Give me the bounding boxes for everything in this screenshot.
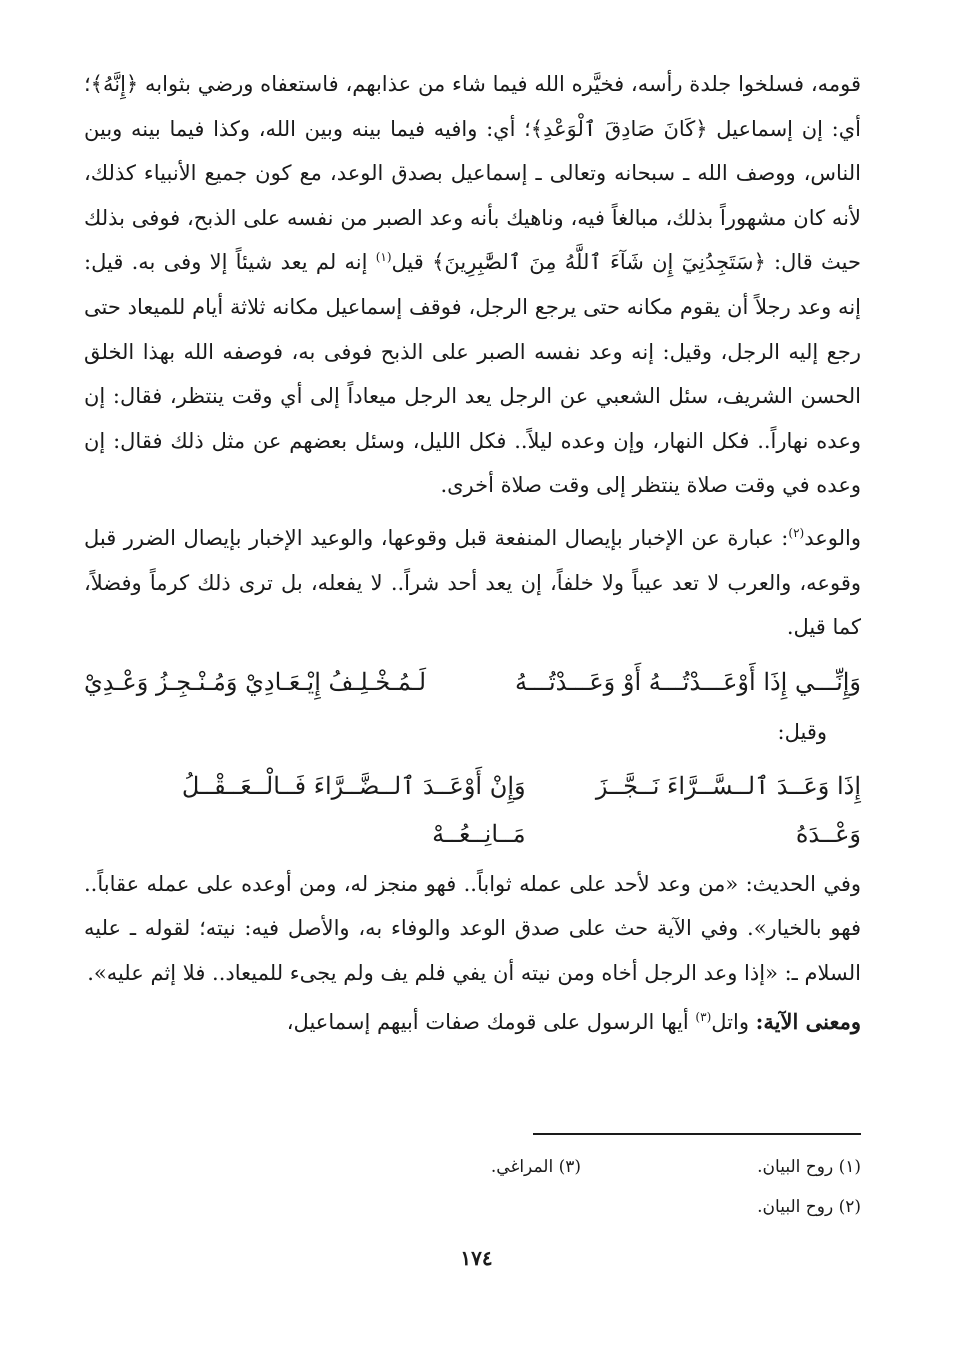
page-number: ١٧٤ — [460, 1246, 493, 1270]
footnote-2: (٢) روح البيان. — [757, 1197, 861, 1217]
verse-intro: وقيل: — [777, 719, 827, 744]
paragraph-text: وفي الحديث: «من وعد لأحد على عمله ثواباً.. فهو منجز له، ومن أوعده على عمله عقاباً.. فهو بالخيار». وفي الآية حث على صدق الوعد والوفاء به، والأصل فيه: نيته؛ لقوله ـ عليه السلام ـ: «إذا وعد الرجل أخاه ومن نيته أن يفي فلم يف ولم يجىء للميعاد.. فلا إثم عليه». — [84, 871, 861, 985]
footnote-marker[interactable]: (١) — [375, 250, 392, 265]
section-label: ومعنى الآية: — [755, 1008, 861, 1034]
footnote-marker[interactable]: (٢) — [788, 525, 805, 540]
footnote-row — [301, 1147, 861, 1187]
poetry-verse — [84, 658, 861, 706]
body-paragraph — [84, 516, 861, 650]
verse-first-hemistich: إِذَا وَعَــدَ ٱلــسَّــرَّاءَ نَــجَّــزَ وَعْــدَهُ — [595, 771, 861, 848]
paragraph-text: واتل — [711, 1009, 756, 1034]
footnote-row — [301, 1187, 861, 1227]
paragraph-text: قيل — [391, 250, 424, 275]
paragraph-text: إنه لم يعد شيئاً إلا وفى به. قيل: إنه وعد رجلاً أن يقوم مكانه حتى يرجع الرجل، فوقف إسماعيل مكانه ثلاثة أيام للميعاد حتى رجع إليه الرجل، وقيل: إنه وعد نفسه الصبر على الذبح فوفى به، فوصفه الله بهذا الخلق الحسن الشريف، سئل الشعبي عن الرجل يعد الرجل ميعاداً إلى أي وقت ينتظر، فقال: إن وعده نهاراً.. فكل النهار، وإن وعده ليلاً.. فكل الليل، وسئل بعضهم عن مثل ذلك فقال: إن وعده في وقت صلاة ينتظر إلى وقت صلاة أخرى. — [84, 250, 861, 498]
paragraph-text: والوعد — [804, 525, 861, 550]
verse-second-hemistich: وَإِنْ أَوْعَــدَ ٱلــضَّــرَّاءَ فَــالْــعَــقْــلُ مَــانِــعُــهْ — [181, 771, 526, 848]
footnote-divider — [533, 1133, 861, 1135]
poetry-verse — [84, 762, 861, 858]
paragraph-text: قومه، فسلخوا جلدة رأسه، فخيَّره الله فيما شاء من عذابهم، فاستعفاه ورضي بثوابه ﴿إِنَّهُ﴾؛ أي: إن إسماعيل ﴿كَانَ صَادِقَ ٱلْوَعْدِ﴾؛ أي: وافيه فيما بينه وبين الله، وكذا فيما بينه وبين الناس، ووصف الله ـ سبحانه وتعالى ـ إسماعيل بصدق الوعد، مع كون جميع الأنبياء كذلك، لأنه كان مشهوراً بذلك، مبالغاً فيه، وناهيك بأنه وعد الصبر من نفسه على الذبح، فوفى بذلك حيث قال: ﴿سَتَجِدُنِيٓ إِن شَآءَ ٱللَّهُ مِنَ ٱلصَّٰبِرِينَ﴾ — [84, 72, 861, 275]
footnote-1: (١) روح البيان. — [757, 1157, 861, 1177]
footnote-3: (٣) المراغي. — [490, 1157, 581, 1177]
paragraph-text: أيها الرسول على قومك صفات أبيهم إسماعيل، — [286, 1009, 696, 1034]
verse-first-hemistich: وَإِنِّـــي إِذَا أَوْعَـــدْتُـــهُ أَوْ وَعَـــدْتُـــهُ — [515, 667, 861, 696]
body-paragraph — [84, 62, 861, 508]
body-paragraph — [84, 862, 861, 996]
footnote-marker[interactable]: (٣) — [695, 1009, 712, 1024]
paragraph-text: : عبارة عن الإخبار بإيصال المنفعة قبل وقوعها، والوعيد الإخبار بإيصال الضرر قبل وقوعه، والعرب لا تعد عيباً ولا خلفاً، إن يعد أحد شراً.. لا يفعله، بل ترى ذلك كرماً وفضلاً، كما قيل. — [84, 525, 861, 640]
footnotes — [301, 1147, 861, 1227]
verse-second-hemistich: لَـمُـخْـلِـفُ إِيْـعَـادِيْ وَمُـنْـجِـزُ وَعْـدِيْ — [84, 667, 427, 696]
body-paragraph — [84, 1000, 861, 1045]
